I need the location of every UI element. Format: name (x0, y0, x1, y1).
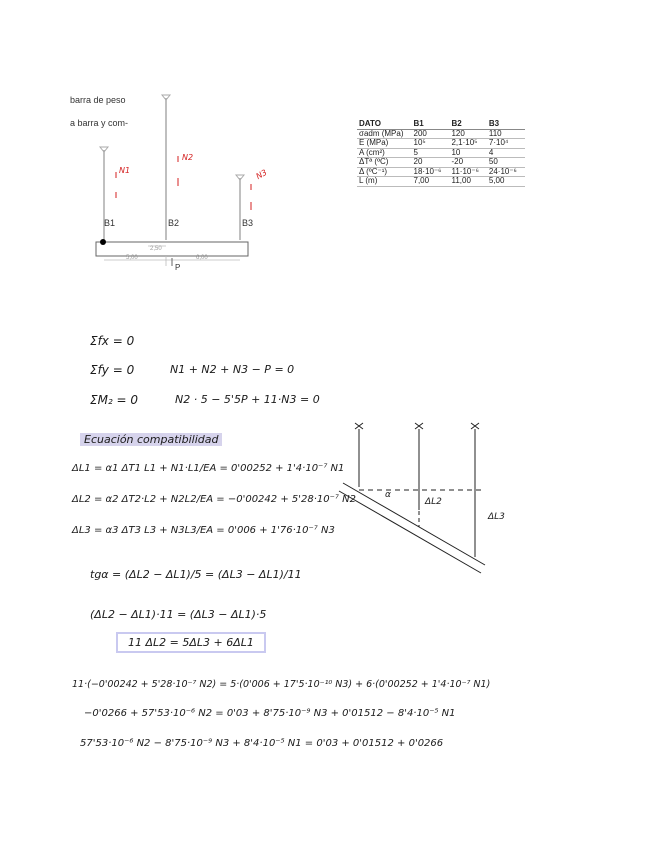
eq-substitution-2: −0'0266 + 57'53·10⁻⁶ N2 = 0'03 + 8'75·10⁻⁹ N3 + 0'01512 − 8'4·10⁻⁵ N1 (84, 708, 456, 719)
dim-right: 6,00 (196, 255, 208, 261)
table-row: L (m) 7,00 11,00 5,00 (357, 177, 525, 187)
support-b3-icon (236, 175, 244, 180)
rigid-beam (96, 242, 248, 256)
eq-substitution-3: 57'53·10⁻⁶ N2 − 8'75·10⁻⁹ N3 + 8'4·10⁻⁵ N1 = 0'03 + 0'01512 + 0'0266 (80, 738, 444, 749)
support-b2-icon (162, 95, 170, 100)
annotation-n2: N2 (182, 153, 194, 162)
problem-text-line1: barra de peso (70, 95, 126, 105)
table-header: B3 (487, 120, 525, 129)
eq-sum-fy-rhs: N1 + N2 + N3 − P = 0 (170, 363, 295, 376)
table-header: DATO (357, 120, 412, 129)
data-table (357, 120, 525, 187)
label-b1: B1 (104, 218, 116, 228)
problem-text-line2: a barra y com- (70, 118, 129, 128)
eq-sum-fy: Σfy = 0 (90, 363, 135, 377)
eq-sum-fx: Σfx = 0 (90, 334, 135, 348)
eq-tangent: tgα = (ΔL2 − ΔL1)/5 = (ΔL3 − ΔL1)/11 (90, 568, 302, 581)
eq-sum-m-rhs: N2 · 5 − 5'5P + 11·N3 = 0 (175, 393, 320, 406)
eq-substitution-1: 11·(−0'00242 + 5'28·10⁻⁷ N2) = 5·(0'006 + 17'5·10⁻¹⁰ N3) + 6·(0'00252 + 1'4·10⁻⁷ N1) (72, 679, 491, 690)
sketch-dl3: ΔL3 (488, 512, 505, 522)
annotation-n3: N3 (254, 167, 269, 182)
table-header-row (357, 120, 525, 129)
eq-proportion: (ΔL2 − ΔL1)·11 = (ΔL3 − ΔL1)·5 (90, 608, 267, 621)
eq-sum-m: ΣM₂ = 0 (90, 393, 139, 407)
dim-top: 2,50 (150, 246, 162, 252)
table-row: σadm (MPa) 200 120 110 (357, 129, 525, 139)
sketch-dl2: ΔL2 (425, 497, 442, 507)
load-p: P (175, 263, 181, 272)
eq-delta-l1: ΔL1 = α1 ΔT1 L1 + N1·L1/EA = 0'00252 + 1'4·10⁻⁷ N1 (72, 463, 345, 474)
compatibility-heading: Ecuación compatibilidad (80, 433, 222, 446)
table-row: E (MPa) 10⁵ 2,1·10⁵ 7·10⁴ (357, 139, 525, 149)
support-b1-icon (100, 147, 108, 152)
table-row: Δ (ºC⁻¹) 18·10⁻⁶ 11·10⁻⁶ 24·10⁻⁶ (357, 167, 525, 177)
label-b3: B3 (242, 218, 254, 228)
eq-boxed-result: 11 ΔL2 = 5ΔL3 + 6ΔL1 (116, 632, 266, 653)
structure-figure (0, 0, 648, 300)
table-row: ΔTª (ºC) 20 -20 50 (357, 158, 525, 168)
annotation-n1: N1 (119, 166, 131, 175)
eq-delta-l3: ΔL3 = α3 ΔT3 L3 + N3L3/EA = 0'006 + 1'76·10⁻⁷ N3 (72, 525, 335, 536)
pin-icon (100, 239, 106, 245)
table-row: A (cm²) 5 10 4 (357, 148, 525, 158)
eq-delta-l2: ΔL2 = α2 ΔT2·L2 + N2L2/EA = −0'00242 + 5'28·10⁻⁷ N2 (72, 494, 356, 505)
sketch-angle: α (385, 490, 391, 500)
dim-left: 5,00 (126, 255, 138, 261)
label-b2: B2 (168, 218, 180, 228)
table-header: B1 (412, 120, 450, 129)
table-header: B2 (449, 120, 486, 129)
